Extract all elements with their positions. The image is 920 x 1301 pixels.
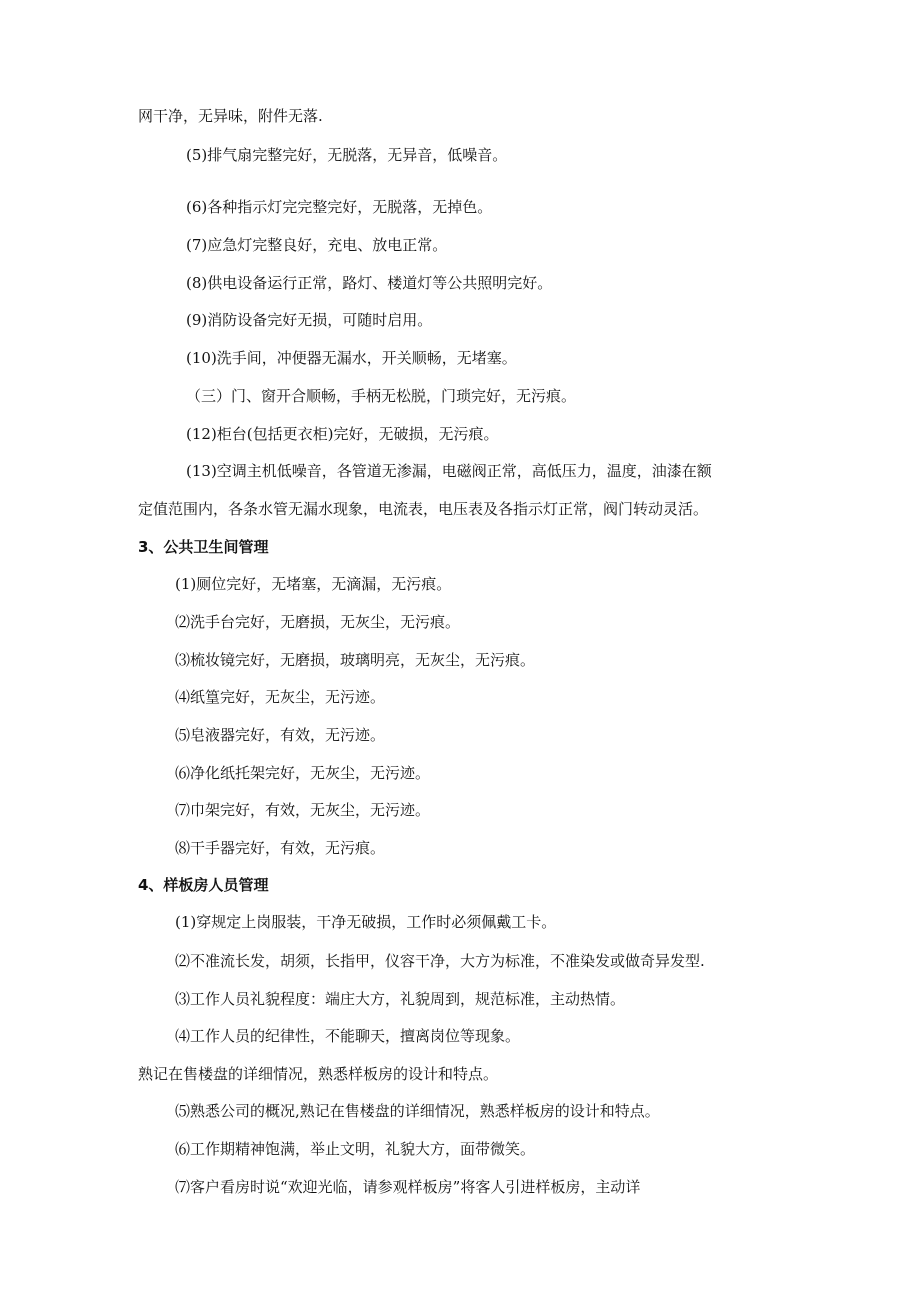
list-item: ⑷纸篁完好，无灰尘，无污迹。 [175, 688, 386, 706]
list-item: ⑸熟悉公司的概况,熟记在售楼盘的详细情况，熟悉样板房的设计和特点。 [175, 1102, 660, 1120]
list-item: (12)柜台(包括更衣柜)完好，无破损，无污痕。 [186, 425, 499, 443]
list-item: (10)洗手间，冲便器无漏水，开关顺畅，无堵塞。 [186, 349, 517, 367]
list-item: (1)穿规定上岗服装，干净无破损，工作时必须佩戴工卡。 [175, 913, 557, 931]
list-item: ⑺巾架完好，有效，无灰尘，无污迹。 [175, 801, 431, 819]
list-item: ⑶工作人员礼貌程度：端庄大方，礼貌周到，规范标准，主动热情。 [175, 990, 626, 1008]
list-item: ⑵洗手台完好，无磨损，无灰尘，无污痕。 [175, 613, 461, 631]
list-item: ⑹净化纸托架完好，无灰尘，无污迹。 [175, 764, 431, 782]
list-item: ⑶梳妆镜完好，无磨损，玻璃明亮，无灰尘，无污痕。 [175, 651, 536, 669]
list-item: ⑺客户看房时说“欢迎光临，请参观样板房”将客人引进样板房，主动详 [175, 1178, 641, 1196]
list-item: ⑻干手器完好，有效，无污痕。 [175, 839, 386, 857]
list-item: ⑷工作人员的纪律性，不能聊天，擅离岗位等现象。 [175, 1027, 521, 1045]
section-heading: 4、样板房人员管理 [138, 876, 269, 894]
text-line: 定值范围内，各条水管无漏水现象，电流表，电压表及各指示灯正常，阀门转动灵活。 [138, 500, 709, 518]
list-item: ⑹工作期精神饱满，举止文明，礼貌大方，面带微笑。 [175, 1140, 536, 1158]
list-item: ⑵不准流长发，胡须，长指甲，仪容干净，大方为标准，不准染发或做奇异发型. [175, 952, 705, 970]
list-item: (7)应急灯完整良好，充电、放电正常。 [186, 236, 448, 254]
list-item: ⑸皂液器完好，有效，无污迹。 [175, 726, 386, 744]
list-item: (6)各种指示灯完完整完好，无脱落，无掉色。 [186, 198, 493, 216]
text-line: 熟记在售楼盘的详细情况，熟悉样板房的设计和特点。 [138, 1065, 499, 1083]
section-heading: 3、公共卫生间管理 [138, 538, 269, 556]
list-item: (5)排气扇完整完好，无脱落，无异音，低噪音。 [186, 146, 508, 164]
list-item: (13)空调主机低噪音，各管道无渗漏，电磁阀正常，高低压力，温度，油漆在额 [186, 462, 712, 480]
list-item: (9)消防设备完好无损，可随时启用。 [186, 311, 433, 329]
text-line: 网干净，无异味，附件无落. [138, 107, 323, 125]
list-item: (1)厕位完好，无堵塞，无滴漏，无污痕。 [175, 575, 452, 593]
list-item: （三）门、窗开合顺畅，手柄无松脱，门琐完好，无污痕。 [186, 387, 577, 405]
list-item: (8)供电设备运行正常，路灯、楼道灯等公共照明完好。 [186, 274, 553, 292]
